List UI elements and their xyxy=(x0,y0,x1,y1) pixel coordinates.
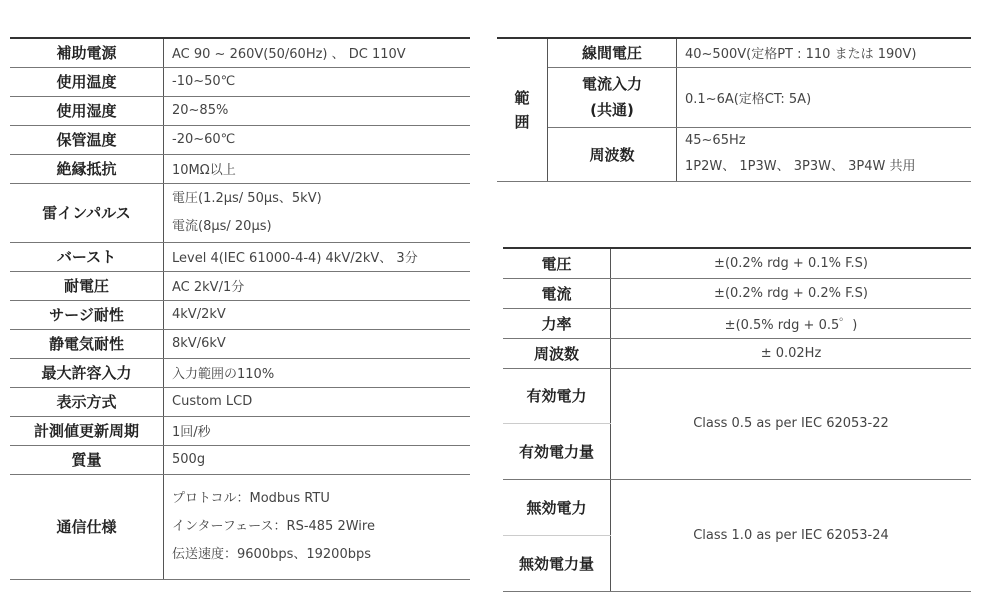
accuracy-label: 有効電力 xyxy=(503,368,611,423)
spec-label: 補助電源 xyxy=(10,38,164,67)
spec-value-line: インターフェース：RS-485 2Wire xyxy=(172,518,375,534)
accuracy-value: ±(0.5% rdg + 0.5゜) xyxy=(611,308,972,338)
table-row xyxy=(10,300,470,329)
spec-value: AC 90 ~ 260V(50/60Hz) 、 DC 110V xyxy=(164,38,471,67)
table-row xyxy=(503,248,971,278)
table-row xyxy=(10,416,470,445)
spec-value: Custom LCD xyxy=(164,387,471,416)
range-label: 電流入力 (共通) xyxy=(548,67,677,127)
accuracy-label: 電流 xyxy=(503,278,611,308)
range-value-line: 1P2W、 1P3W、 3P3W、 3P4W 共用 xyxy=(685,159,916,174)
table-row xyxy=(497,67,971,127)
spec-label: 質量 xyxy=(10,445,164,474)
spec-value-line: 電流(8μs/ 20μs) xyxy=(172,218,272,234)
accuracy-value: ±(0.2% rdg + 0.1% F.S) xyxy=(611,248,972,278)
accuracy-label: 無効電力 xyxy=(503,479,611,535)
table-row xyxy=(10,96,470,125)
spec-label: 計測値更新周期 xyxy=(10,416,164,445)
spec-value: Level 4(IEC 61000-4-4) 4kV/2kV、 3分 xyxy=(164,242,471,271)
spec-value-line: 伝送速度：9600bps、19200bps xyxy=(172,546,371,562)
spec-label: 静電気耐性 xyxy=(10,329,164,358)
table-row xyxy=(497,38,971,67)
accuracy-label: 無効電力量 xyxy=(503,535,611,591)
table-row xyxy=(10,387,470,416)
table-row xyxy=(10,183,470,242)
table-row xyxy=(10,242,470,271)
spec-label: 表示方式 xyxy=(10,387,164,416)
table-row xyxy=(503,479,971,535)
table-row xyxy=(503,308,971,338)
range-group-label: 範 囲 xyxy=(497,38,548,181)
spec-value: 20~85% xyxy=(164,96,471,125)
table-row xyxy=(10,474,470,579)
spec-label: 雷インパルス xyxy=(10,183,164,242)
spec-label: 保管温度 xyxy=(10,125,164,154)
table-row xyxy=(10,38,470,67)
spec-value: AC 2kV/1分 xyxy=(164,271,471,300)
table-row xyxy=(10,154,470,183)
range-value: 40~500V(定格PT : 110 または 190V) xyxy=(677,38,972,67)
table-row xyxy=(10,125,470,154)
spec-value xyxy=(164,474,471,579)
spec-label: 使用湿度 xyxy=(10,96,164,125)
table-row xyxy=(10,329,470,358)
range-value: 0.1~6A(定格CT: 5A) xyxy=(677,67,972,127)
accuracy-value: Class 0.5 as per IEC 62053-22 xyxy=(611,368,972,479)
spec-value: 4kV/2kV xyxy=(164,300,471,329)
table-row xyxy=(10,445,470,474)
accuracy-label: 力率 xyxy=(503,308,611,338)
spec-value: 入力範囲の110% xyxy=(164,358,471,387)
range-value-line: 45~65Hz xyxy=(685,133,746,148)
range-label: 周波数 xyxy=(548,127,677,181)
spec-label: 使用温度 xyxy=(10,67,164,96)
spec-value-line: プロトコル：Modbus RTU xyxy=(172,490,330,506)
table-row xyxy=(503,278,971,308)
spec-value: 8kV/6kV xyxy=(164,329,471,358)
spec-label: 絶縁抵抗 xyxy=(10,154,164,183)
table-row xyxy=(10,358,470,387)
spec-label: 最大許容入力 xyxy=(10,358,164,387)
table-row xyxy=(10,67,470,96)
general-spec-table xyxy=(10,37,470,580)
spec-label: 耐電圧 xyxy=(10,271,164,300)
range-table xyxy=(497,37,971,182)
spec-value: 10MΩ以上 xyxy=(164,154,471,183)
spec-label: 通信仕様 xyxy=(10,474,164,579)
accuracy-label: 電圧 xyxy=(503,248,611,278)
table-row xyxy=(497,127,971,181)
accuracy-value: Class 1.0 as per IEC 62053-24 xyxy=(611,479,972,591)
accuracy-value: ± 0.02Hz xyxy=(611,338,972,368)
accuracy-label: 周波数 xyxy=(503,338,611,368)
accuracy-value: ±(0.2% rdg + 0.2% F.S) xyxy=(611,278,972,308)
spec-label: バースト xyxy=(10,242,164,271)
spec-value: -20~60℃ xyxy=(164,125,471,154)
table-row xyxy=(503,338,971,368)
accuracy-label: 有効電力量 xyxy=(503,423,611,479)
spec-value: 500g xyxy=(164,445,471,474)
accuracy-table xyxy=(503,247,971,592)
spec-value xyxy=(164,183,471,242)
spec-value: 1回/秒 xyxy=(164,416,471,445)
spec-label: サージ耐性 xyxy=(10,300,164,329)
spec-value-line: 電圧(1.2μs/ 50μs、5kV) xyxy=(172,190,322,206)
table-row xyxy=(503,368,971,423)
table-row xyxy=(10,271,470,300)
range-label: 線間電圧 xyxy=(548,38,677,67)
range-value xyxy=(677,127,972,181)
spec-value: -10~50℃ xyxy=(164,67,471,96)
